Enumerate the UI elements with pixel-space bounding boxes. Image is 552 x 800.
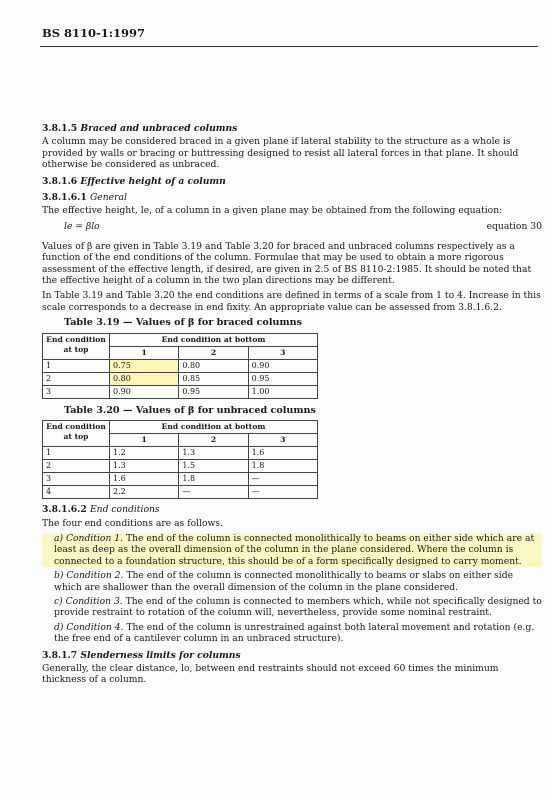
section-3816-heading	[42, 176, 542, 187]
row-label: 2	[43, 460, 110, 473]
condition-text: The end of the column is connected monolithically to beams on either side which are at least as deep as the overall dimension of the column in the plane considered. Where the column is connected to a foundation structure, this should be of a form specifically designed to carry moment.	[54, 532, 535, 567]
table-cell: 1.00	[248, 385, 317, 398]
section-38162-heading	[42, 504, 542, 515]
condition-label: c) Condition 3.	[54, 595, 123, 607]
section-title: General	[89, 192, 127, 204]
table-cell: 1.6	[248, 447, 317, 460]
table-319	[42, 333, 318, 399]
table-cell: 0.80	[179, 359, 248, 372]
section-title: Braced and unbraced columns	[80, 123, 238, 134]
section-3815-text: A column may be considered braced in a given plane if lateral stability to the structure as a whole is provided by walls or bracing or buttressing designed to resist all lateral forces in that plane. It should otherwise be considered as unbraced.	[42, 136, 519, 171]
end-conditions-intro: The four end conditions are as follows.	[42, 517, 224, 529]
equation-label: equation 30	[486, 220, 542, 232]
table-cell: 0.90	[110, 385, 179, 398]
table-cell: 0.90	[248, 359, 317, 372]
table-cell: 1.3	[110, 460, 179, 473]
table-row	[43, 447, 318, 460]
row-label: 1	[43, 359, 110, 372]
table-319-col: 3	[248, 346, 317, 359]
table-row	[43, 385, 318, 398]
slenderness-text: Generally, the clear distance, lo, between end restraints should not exceed 60 times the minimum thickness of a column.	[42, 662, 499, 686]
table-cell: 0.75	[110, 359, 179, 372]
table-320-col: 3	[248, 434, 317, 447]
row-label: 1	[43, 447, 110, 460]
table-row	[43, 372, 318, 385]
equation-text: le = βlo	[64, 220, 100, 232]
table-row	[43, 460, 318, 473]
standard-header: BS 8110-1:1997	[42, 26, 146, 40]
table-row	[43, 473, 318, 486]
effective-height-intro: The effective height, le, of a column in a given plane may be obtained from the following equation:	[42, 205, 503, 217]
table-320	[42, 420, 318, 499]
table-cell: 1.8	[179, 473, 248, 486]
section-title: Effective height of a column	[80, 175, 226, 187]
condition-text: The end of the column is connected monolithically to beams or slabs on either side which are shallower than the overall dimension of the column in the plane considered.	[54, 570, 514, 593]
table-cell: 1.8	[248, 460, 317, 473]
row-label: 4	[43, 486, 110, 499]
table-cell: 1.2	[110, 447, 179, 460]
table-cell: 1.3	[179, 447, 248, 460]
condition-3	[42, 596, 542, 619]
section-3817-heading	[42, 650, 542, 661]
table-cell: —	[179, 486, 248, 499]
table-cell: 0.80	[110, 372, 179, 385]
table-row	[43, 359, 318, 372]
section-title: Slenderness limits for columns	[80, 649, 241, 661]
section-number: 3.8.1.7	[42, 649, 78, 661]
condition-label: a) Condition 1.	[54, 532, 124, 544]
table-row	[43, 486, 318, 499]
condition-4	[42, 622, 542, 645]
row-label: 3	[43, 473, 110, 486]
table-cell: 2.2	[110, 486, 179, 499]
document-body	[42, 118, 542, 690]
section-number: 3.8.1.5	[42, 123, 78, 134]
condition-1	[42, 533, 542, 567]
section-title: End conditions	[89, 504, 160, 516]
table-320-col: 1	[110, 434, 179, 447]
row-label: 3	[43, 385, 110, 398]
beta-values-paragraph: Values of β are given in Table 3.19 and Table 3.20 for braced and unbraced columns respectively as a function of the end conditions of the column. Formulae that may be used to obtain a more rigorous assessment of the effective length, if desired, are given in 2.5 of BS 8110-2:1985. It should be noted that the effective height of a column in the two plan directions may be different.	[42, 240, 532, 287]
table-319-col: 1	[110, 346, 179, 359]
table-319-bottom-header: End condition at bottom	[110, 333, 318, 346]
table-320-bottom-header: End condition at bottom	[110, 421, 318, 434]
end-conditions-scale-paragraph: In Table 3.19 and Table 3.20 the end conditions are defined in terms of a scale from 1 to 4. Increase in this scale corresponds to a decrease in end fixity. An appropriate value can be assessed from 3.8.1.6.2.	[42, 290, 541, 313]
section-number: 3.8.1.6.1	[42, 192, 87, 204]
header-rule	[40, 46, 538, 47]
table-320-caption: Table 3.20 — Values of β for unbraced columns	[64, 404, 316, 416]
table-cell: —	[248, 473, 317, 486]
section-38161-heading	[42, 192, 542, 203]
table-320-top-header: End condition at top	[43, 421, 110, 447]
condition-text: The end of the column is connected to members which, while not specifically designed to provide restraint to rotation of the column will, nevertheless, provide some nominal restraint.	[54, 595, 542, 619]
table-cell: 0.95	[179, 385, 248, 398]
condition-label: b) Condition 2.	[54, 570, 124, 582]
table-cell: —	[248, 486, 317, 499]
table-319-caption: Table 3.19 — Values of β for braced columns	[64, 317, 302, 329]
section-3815-heading	[42, 123, 542, 134]
condition-label: d) Condition 4.	[54, 621, 124, 633]
section-number: 3.8.1.6	[42, 175, 78, 187]
condition-text: The end of the column is unrestrained against both lateral movement and rotation (e.g. the free end of a cantilever column in an unbraced structure).	[54, 621, 535, 645]
table-320-col: 2	[179, 434, 248, 447]
table-cell: 1.6	[110, 473, 179, 486]
table-319-top-header: End condition at top	[43, 333, 110, 359]
table-319-col: 2	[179, 346, 248, 359]
equation-30	[42, 221, 542, 235]
table-cell: 0.95	[248, 372, 317, 385]
row-label: 2	[43, 372, 110, 385]
section-number: 3.8.1.6.2	[42, 504, 87, 516]
table-cell: 0.85	[179, 372, 248, 385]
table-cell: 1.5	[179, 460, 248, 473]
condition-2	[42, 570, 542, 593]
